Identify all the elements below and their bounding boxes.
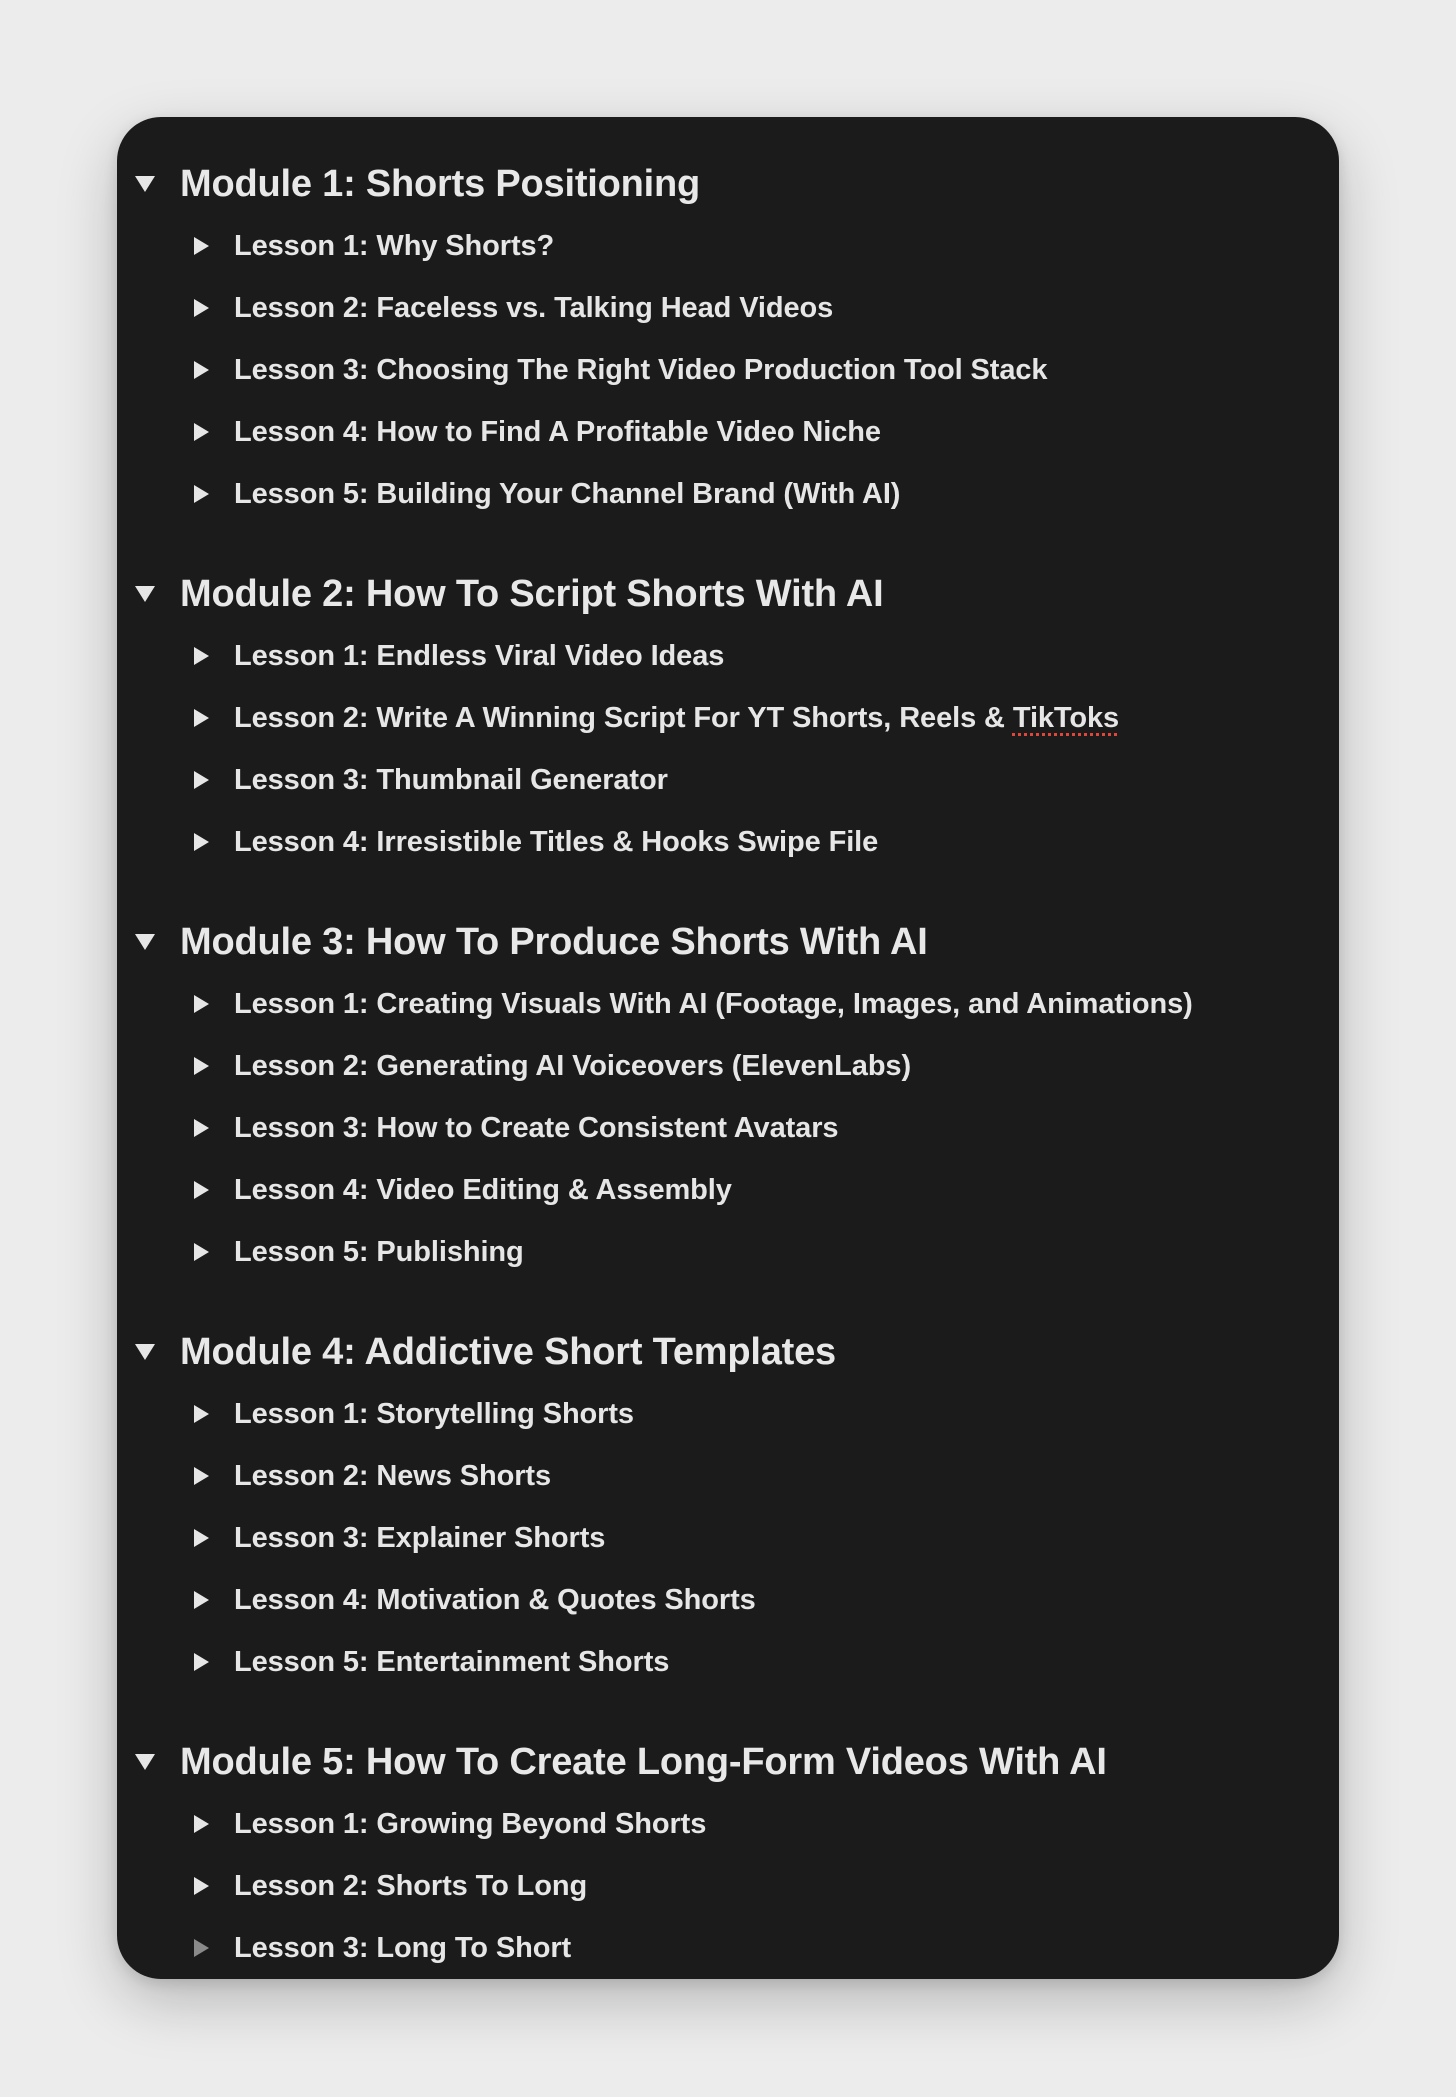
lesson-title-text: Lesson 2: Write A Winning Script For YT Shorts, Reels & <box>234 701 1013 734</box>
triangle-right-icon[interactable] <box>194 299 209 317</box>
triangle-right-icon[interactable] <box>194 1653 209 1671</box>
module-1-header[interactable] <box>117 153 1339 215</box>
lesson-title: Lesson 2: Generating AI Voiceovers (ElevenLabs) <box>234 1049 912 1082</box>
module-title: Module 1: Shorts Positioning <box>180 162 701 205</box>
triangle-right-icon[interactable] <box>194 1057 209 1075</box>
triangle-right-icon[interactable] <box>194 1467 209 1485</box>
triangle-right-icon[interactable] <box>194 647 209 665</box>
module-4 <box>117 1321 1339 1693</box>
triangle-right-icon[interactable] <box>194 995 209 1013</box>
lesson-item[interactable] <box>117 277 1339 339</box>
lesson-title: Lesson 4: Motivation & Quotes Shorts <box>234 1583 756 1616</box>
triangle-right-icon[interactable] <box>194 833 209 851</box>
lesson-title: Lesson 1: Storytelling Shorts <box>234 1397 634 1430</box>
lesson-item[interactable] <box>117 1917 1339 1979</box>
lesson-item[interactable] <box>117 625 1339 687</box>
lesson-title: Lesson 1: Endless Viral Video Ideas <box>234 639 725 672</box>
lesson-item[interactable] <box>117 1793 1339 1855</box>
lesson-item[interactable] <box>117 1507 1339 1569</box>
lesson-item[interactable] <box>117 339 1339 401</box>
triangle-down-icon[interactable] <box>135 934 155 950</box>
lesson-item[interactable] <box>117 687 1339 749</box>
lesson-title: Lesson 4: Video Editing & Assembly <box>234 1173 732 1206</box>
lesson-item[interactable] <box>117 973 1339 1035</box>
triangle-right-icon[interactable] <box>194 1405 209 1423</box>
lesson-item[interactable] <box>117 1035 1339 1097</box>
module-2-header[interactable] <box>117 563 1339 625</box>
lesson-title: Lesson 5: Publishing <box>234 1235 524 1268</box>
triangle-right-icon[interactable] <box>194 237 209 255</box>
triangle-down-icon[interactable] <box>135 1344 155 1360</box>
lesson-title: Lesson 2: Faceless vs. Talking Head Videos <box>234 291 834 324</box>
module-title: Module 5: How To Create Long-Form Videos With AI <box>180 1740 1107 1783</box>
lesson-title: Lesson 3: Choosing The Right Video Production Tool Stack <box>234 353 1048 386</box>
module-5-header[interactable] <box>117 1731 1339 1793</box>
module-4-header[interactable] <box>117 1321 1339 1383</box>
lesson-title: Lesson 2: News Shorts <box>234 1459 551 1492</box>
triangle-right-icon[interactable] <box>194 1877 209 1895</box>
triangle-right-icon[interactable] <box>194 485 209 503</box>
lesson-item[interactable] <box>117 1097 1339 1159</box>
lesson-item[interactable] <box>117 463 1339 525</box>
lesson-title <box>234 702 1119 735</box>
lesson-item[interactable] <box>117 1383 1339 1445</box>
triangle-right-icon[interactable] <box>194 1243 209 1261</box>
lesson-title: Lesson 3: How to Create Consistent Avatars <box>234 1111 839 1144</box>
triangle-right-icon[interactable] <box>194 1529 209 1547</box>
module-title: Module 4: Addictive Short Templates <box>180 1330 836 1373</box>
module-title: Module 3: How To Produce Shorts With AI <box>180 920 928 963</box>
lesson-item[interactable] <box>117 1569 1339 1631</box>
module-3 <box>117 911 1339 1283</box>
lesson-title: Lesson 5: Building Your Channel Brand (With AI) <box>234 477 901 510</box>
lesson-title: Lesson 5: Entertainment Shorts <box>234 1645 670 1678</box>
misspelled-word[interactable]: TikToks <box>1012 701 1120 734</box>
lesson-title: Lesson 4: Irresistible Titles & Hooks Swipe File <box>234 825 879 858</box>
lesson-title: Lesson 3: Thumbnail Generator <box>234 763 668 796</box>
lesson-title: Lesson 1: Growing Beyond Shorts <box>234 1807 707 1840</box>
triangle-down-icon[interactable] <box>135 1754 155 1770</box>
lesson-item[interactable] <box>117 1221 1339 1283</box>
triangle-right-icon[interactable] <box>194 361 209 379</box>
lesson-item[interactable] <box>117 749 1339 811</box>
module-title: Module 2: How To Script Shorts With AI <box>180 572 884 615</box>
triangle-right-icon[interactable] <box>194 709 209 727</box>
triangle-down-icon[interactable] <box>135 586 155 602</box>
lesson-title: Lesson 3: Long To Short <box>234 1931 572 1964</box>
lesson-item[interactable] <box>117 1159 1339 1221</box>
triangle-down-icon[interactable] <box>135 176 155 192</box>
triangle-right-icon[interactable] <box>194 1181 209 1199</box>
triangle-right-icon[interactable] <box>194 1119 209 1137</box>
module-1 <box>117 153 1339 525</box>
lesson-item[interactable] <box>117 1445 1339 1507</box>
triangle-right-icon[interactable] <box>194 771 209 789</box>
lesson-title: Lesson 4: How to Find A Profitable Video Niche <box>234 415 881 448</box>
triangle-right-icon[interactable] <box>194 423 209 441</box>
triangle-right-icon[interactable] <box>194 1591 209 1609</box>
lesson-item[interactable] <box>117 1631 1339 1693</box>
lesson-item[interactable] <box>117 1855 1339 1917</box>
triangle-right-icon[interactable] <box>194 1939 209 1957</box>
module-5 <box>117 1731 1339 1979</box>
course-outline-card <box>117 117 1339 1979</box>
lesson-item[interactable] <box>117 215 1339 277</box>
lesson-item[interactable] <box>117 811 1339 873</box>
module-3-header[interactable] <box>117 911 1339 973</box>
triangle-right-icon[interactable] <box>194 1815 209 1833</box>
lesson-title: Lesson 1: Why Shorts? <box>234 229 555 262</box>
lesson-item[interactable] <box>117 401 1339 463</box>
lesson-title: Lesson 2: Shorts To Long <box>234 1869 588 1902</box>
lesson-title: Lesson 1: Creating Visuals With AI (Footage, Images, and Animations) <box>234 987 1193 1020</box>
lesson-title: Lesson 3: Explainer Shorts <box>234 1521 606 1554</box>
module-2 <box>117 563 1339 873</box>
